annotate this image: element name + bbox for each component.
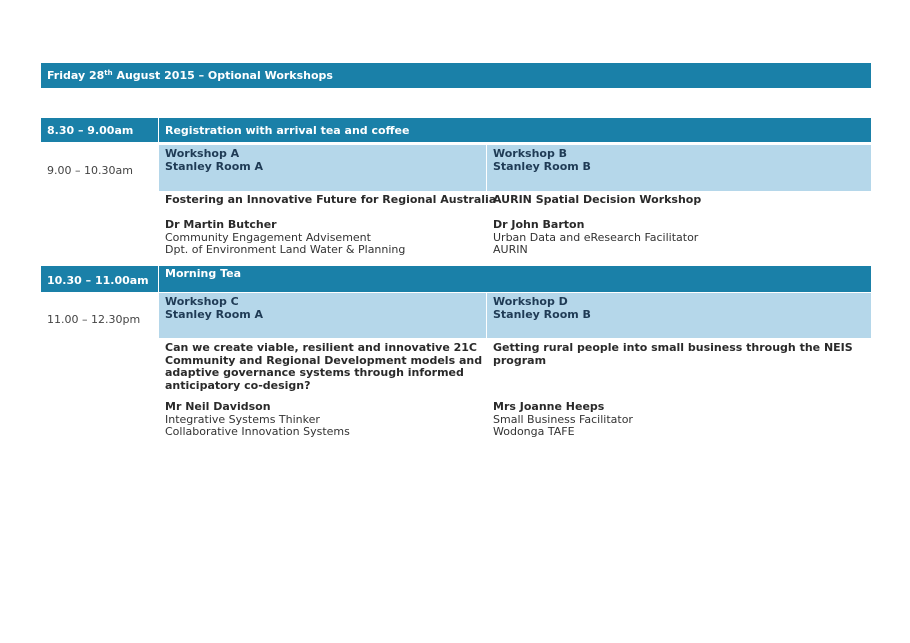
workshop-d-room: Stanley Room B	[493, 308, 591, 321]
talk-a-speaker-block	[165, 219, 405, 257]
talk-a-role: Community Engagement Advisement	[165, 230, 371, 244]
session2-title: Morning Tea	[159, 266, 871, 292]
page-title-day: Friday 28	[47, 69, 105, 82]
talk-c-title-line: adaptive governance systems through informed	[165, 366, 464, 379]
talk-c-speaker-block	[165, 401, 350, 439]
talk-c-org: Collaborative Innovation Systems	[165, 425, 350, 438]
workshop-b-box	[487, 145, 871, 191]
workshop-c-box	[159, 293, 486, 338]
workshop-d-box	[487, 293, 871, 338]
talk-d-org: Wodonga TAFE	[493, 425, 575, 438]
talk-c-title-line: Can we create viable, resilient and innovative 21C	[165, 341, 477, 354]
session1-workshop-time: 9.00 – 10.30am	[47, 164, 133, 177]
session2-workshop-time: 11.00 – 12.30pm	[47, 313, 141, 326]
workshop-a-room: Stanley Room A	[165, 160, 264, 173]
talk-b-speaker: Dr John Barton	[493, 218, 585, 231]
talk-b-org: AURIN	[493, 243, 528, 256]
workshop-c-label: Workshop C	[165, 295, 239, 308]
talk-d-speaker: Mrs Joanne Heeps	[493, 400, 605, 413]
session1-title: Registration with arrival tea and coffee	[159, 118, 871, 142]
talk-a-speaker: Dr Martin Butcher	[165, 218, 277, 231]
workshop-d-label: Workshop D	[493, 295, 568, 308]
workshop-a-label: Workshop A	[165, 147, 240, 160]
talk-c-title-line: Community and Regional Development models and	[165, 353, 483, 367]
page-title-bar	[41, 63, 871, 88]
talk-d-title-line: program	[493, 353, 547, 367]
talk-a-title: Fostering an Innovative Future for Regional Australia	[165, 193, 497, 206]
talk-d-speaker-block	[493, 401, 633, 439]
page-title-ordinal: th	[104, 69, 113, 77]
talk-b-speaker-block	[493, 219, 698, 257]
session2-time: 10.30 – 11.00am	[41, 266, 158, 292]
talk-a-org: Dpt. of Environment Land Water & Planning	[165, 243, 406, 256]
workshop-b-room: Stanley Room B	[493, 160, 591, 173]
talk-c-speaker: Mr Neil Davidson	[165, 400, 271, 413]
talk-d-title-line: Getting rural people into small business through the NEIS	[493, 341, 853, 354]
workshop-a-box	[159, 145, 486, 191]
talk-b-title: AURIN Spatial Decision Workshop	[493, 193, 702, 206]
talk-d-role: Small Business Facilitator	[493, 412, 633, 426]
talk-b-role: Urban Data and eResearch Facilitator	[493, 230, 699, 244]
page-title-rest: August 2015 – Optional Workshops	[112, 69, 333, 82]
session1-time: 8.30 – 9.00am	[41, 118, 158, 142]
talk-c-title-line: anticipatory co-design?	[165, 378, 311, 392]
workshop-c-room: Stanley Room A	[165, 308, 264, 321]
workshop-b-label: Workshop B	[493, 147, 568, 160]
talk-d-title	[493, 342, 853, 367]
talk-c-title	[165, 342, 482, 392]
talk-c-role: Integrative Systems Thinker	[165, 412, 320, 426]
